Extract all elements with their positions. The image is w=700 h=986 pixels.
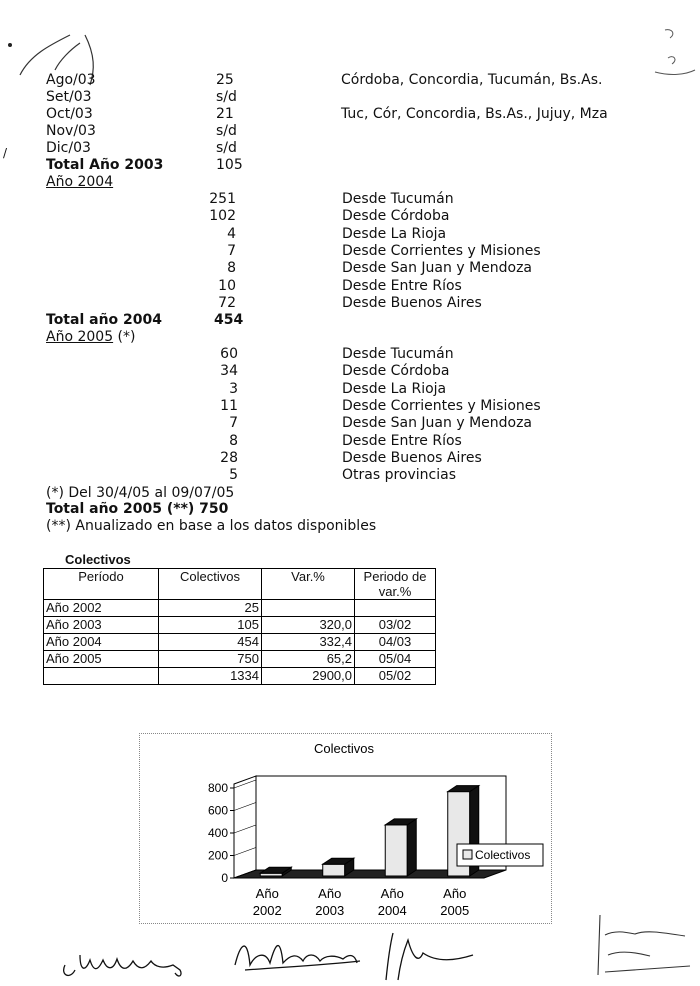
chart-bar-side <box>407 819 416 876</box>
table-row <box>44 634 436 651</box>
row-2005-origin: Desde Tucumán <box>342 346 454 362</box>
table-row <box>44 617 436 634</box>
month-label: Nov/03 <box>46 123 96 139</box>
left-margin-mark: / <box>3 146 8 160</box>
table-row <box>44 600 436 617</box>
total-2005-line: Total año 2005 (**) 750 <box>46 501 229 517</box>
row-2005-value: 8 <box>229 432 238 449</box>
table-cell: 105 <box>159 617 262 634</box>
top-right-handwritten-mark <box>640 20 700 80</box>
table-cell: 03/02 <box>355 617 436 634</box>
table-cell: Año 2004 <box>44 634 159 651</box>
month-origin: Córdoba, Concordia, Tucumán, Bs.As. <box>341 72 603 88</box>
table-cell <box>355 600 436 617</box>
chart-x-label-line2: 2004 <box>377 903 407 918</box>
chart-bar <box>323 864 345 876</box>
row-2005-origin: Desde Buenos Aires <box>342 449 482 466</box>
table-cell: 750 <box>159 651 262 668</box>
table-row <box>44 651 436 668</box>
row-2004-value: 4 <box>227 225 236 242</box>
note-period: (*) Del 30/4/05 al 09/07/05 <box>46 485 235 501</box>
total-2004-value: 454 <box>214 312 244 328</box>
table-cell: 25 <box>159 600 262 617</box>
row-2005-origin: Otras provincias <box>342 467 456 484</box>
table-cell: Año 2003 <box>44 617 159 634</box>
table-title: Colectivos <box>65 552 131 567</box>
row-2004-origin: Desde Corrientes y Misiones <box>342 242 541 259</box>
table-cell <box>262 600 355 617</box>
month-label: Set/03 <box>46 89 92 105</box>
table-cell: 05/02 <box>355 668 436 685</box>
row-2004-value: 251 <box>209 191 236 207</box>
row-2004-origin: Desde San Juan y Mendoza <box>342 260 533 277</box>
header-colectivos: Colectivos <box>159 569 262 600</box>
signature-1 <box>55 935 215 985</box>
chart-legend-label: Colectivos <box>475 848 531 862</box>
chart-y-tick-label: 800 <box>207 781 228 795</box>
chart-side-wall <box>234 776 256 878</box>
colectivos-chart <box>139 733 551 925</box>
chart-y-tick-label: 0 <box>221 871 228 885</box>
chart-y-gridline <box>234 825 256 833</box>
row-2004-value: 8 <box>227 260 236 277</box>
colectivos-table <box>43 568 436 685</box>
chart-bar <box>385 825 407 876</box>
row-2005-origin: Desde Córdoba <box>342 363 450 380</box>
row-2004-origin: Desde Entre Ríos <box>342 277 462 294</box>
row-2004-origin: Desde La Rioja <box>342 225 447 242</box>
row-2005-value: 3 <box>229 380 238 397</box>
chart-title: Colectivos <box>314 741 374 756</box>
chart-legend-swatch <box>463 850 472 859</box>
chart-x-label-line2: 2002 <box>252 903 282 918</box>
row-2004-origin: Desde Tucumán <box>342 191 454 207</box>
chart-x-label-line2: 2003 <box>315 903 345 918</box>
chart-y-gridline <box>234 803 256 811</box>
row-2004-value: 72 <box>218 294 236 311</box>
chart-y-tick-label: 600 <box>207 803 228 818</box>
header-var: Var.% <box>262 569 355 600</box>
chart-y-gridline <box>234 848 256 856</box>
row-2004-origin: Desde Buenos Aires <box>342 294 482 311</box>
chart-y-gridline <box>234 780 256 788</box>
signature-3 <box>378 925 488 985</box>
row-2005-origin: Desde Corrientes y Misiones <box>342 397 541 414</box>
signature-4 <box>590 910 700 980</box>
month-origin: Tuc, Cór, Concordia, Bs.As., Jujuy, Mza <box>341 106 608 122</box>
table-header-row <box>44 569 436 600</box>
table-cell: Año 2002 <box>44 600 159 617</box>
header-periodo: Período <box>44 569 159 600</box>
table-cell: 05/04 <box>355 651 436 668</box>
month-value: s/d <box>216 140 237 156</box>
chart-x-label-line1: Año <box>380 886 404 901</box>
note-annualized: (**) Anualizado en base a los datos disponibles <box>46 518 377 534</box>
header-periodo-var: Periodo de var.% <box>355 569 436 600</box>
row-2004-value: 10 <box>218 277 236 294</box>
month-value: 21 <box>216 106 234 122</box>
month-label: Oct/03 <box>46 106 93 122</box>
table-cell <box>44 668 159 685</box>
section-2005-heading <box>46 329 135 346</box>
month-label: Ago/03 <box>46 72 96 88</box>
table-cell: 332,4 <box>262 634 355 651</box>
chart-x-label-line2: 2005 <box>440 903 470 918</box>
row-2005-value: 34 <box>220 363 238 380</box>
table-cell: 04/03 <box>355 634 436 651</box>
table-row <box>44 668 436 685</box>
table-cell: 454 <box>159 634 262 651</box>
row-2005-value: 5 <box>229 467 238 484</box>
section-2005-heading-text: Año 2005 <box>46 329 114 345</box>
chart-x-label-line1: Año <box>255 886 279 901</box>
row-2004-value: 7 <box>227 242 236 259</box>
table-cell: 1334 <box>159 668 262 685</box>
table-body <box>44 600 436 685</box>
table-cell: 320,0 <box>262 617 355 634</box>
row-2005-value: 28 <box>220 449 238 466</box>
total-2003-value: 105 <box>216 157 243 173</box>
section-2005-heading-mark: (*) <box>113 329 136 345</box>
chart-x-label-line1: Año <box>443 886 467 901</box>
row-2005-value: 60 <box>220 346 238 362</box>
chart-y-tick-label: 400 <box>207 826 228 840</box>
chart-x-label-line1: Año <box>318 886 342 901</box>
table-cell: 2900,0 <box>262 668 355 685</box>
row-2005-origin: Desde La Rioja <box>342 380 447 397</box>
row-2005-value: 7 <box>229 415 238 432</box>
table-cell: 65,2 <box>262 651 355 668</box>
table-cell: Año 2005 <box>44 651 159 668</box>
total-2003-label: Total Año 2003 <box>46 157 164 173</box>
row-2004-value: 102 <box>209 208 236 225</box>
total-2004-label: Total año 2004 <box>46 312 162 328</box>
row-2005-value: 11 <box>220 397 238 414</box>
month-value: s/d <box>216 89 237 105</box>
row-2004-origin: Desde Córdoba <box>342 208 450 225</box>
chart-y-tick-label: 200 <box>207 848 228 863</box>
section-2004-heading: Año 2004 <box>46 174 114 190</box>
month-value: s/d <box>216 123 237 139</box>
month-value: 25 <box>216 72 234 88</box>
signature-2 <box>225 925 370 980</box>
month-label: Dic/03 <box>46 140 91 156</box>
row-2005-origin: Desde Entre Ríos <box>342 432 462 449</box>
row-2005-origin: Desde San Juan y Mendoza <box>342 415 533 432</box>
